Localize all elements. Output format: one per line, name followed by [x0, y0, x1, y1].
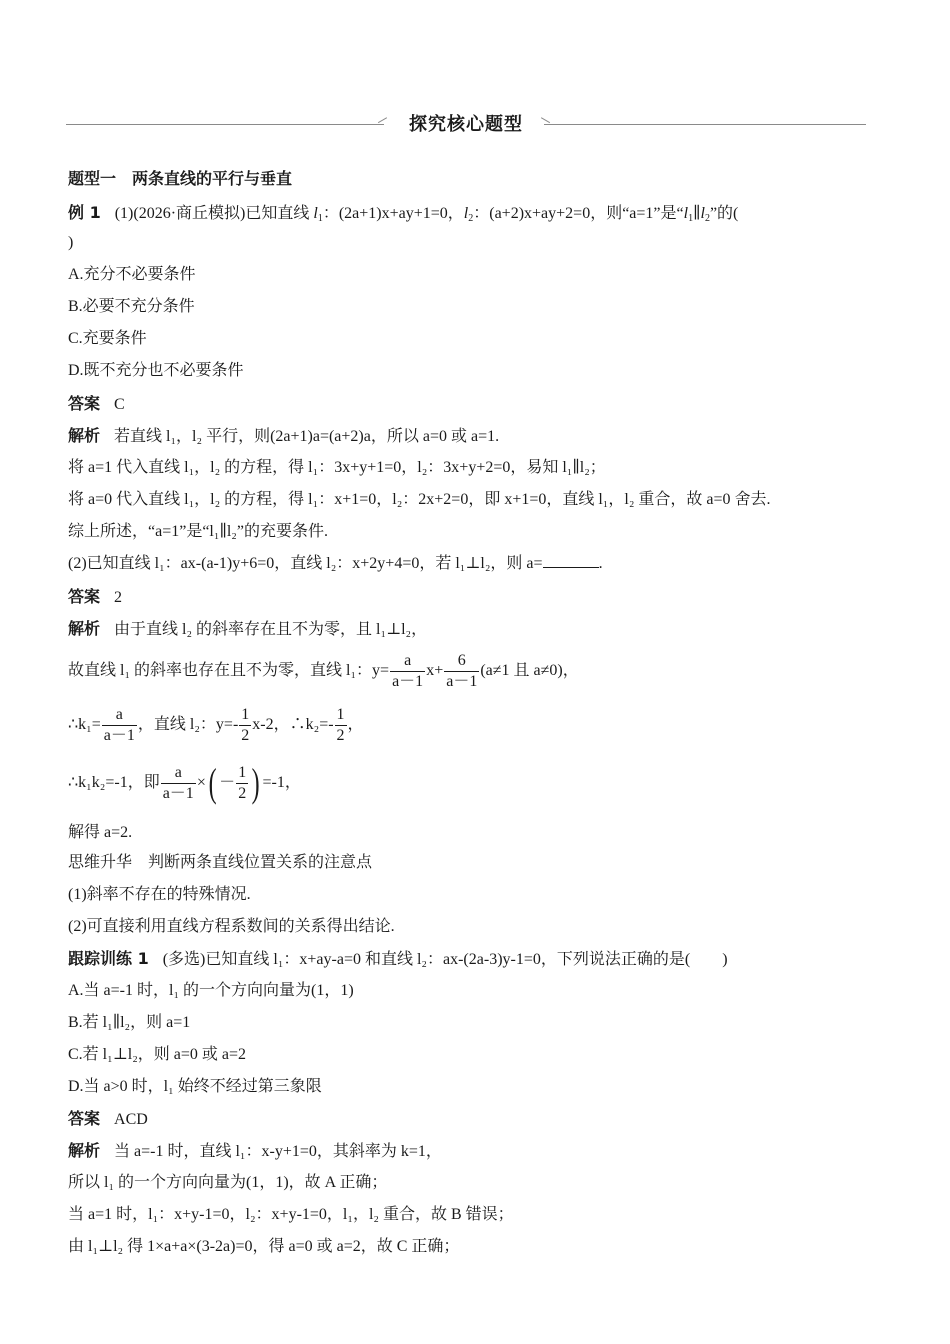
type-heading: 题型一 两条直线的平行与垂直 [68, 169, 293, 188]
thinking-title: 思维升华 判断两条直线位置关系的注意点 [68, 854, 373, 871]
fraction [102, 705, 137, 746]
formula-text: x-2，∴k₂=- [252, 716, 334, 733]
answer-label: 答案 [68, 1109, 101, 1128]
fraction [444, 651, 479, 692]
header-rule-right [544, 124, 866, 125]
analysis-line: 综上所述，“a=1”是“l₁∥l₂”的充要条件. [68, 523, 328, 540]
header-rule-tick-left [378, 117, 392, 132]
analysis-line: 当 a=-1 时，直线 l₁：x-y+1=0，其斜率为 k=1， [114, 1143, 442, 1160]
analysis-row [68, 618, 427, 641]
fraction-numerator: 1 [239, 705, 251, 726]
formula-text: ， [347, 716, 364, 733]
formula-text: × [196, 774, 206, 791]
formula-text: (a≠1 且 a≠0)， [480, 662, 579, 679]
fraction [161, 763, 196, 804]
fraction-numerator: 1 [335, 705, 347, 726]
analysis-k-line [68, 704, 364, 746]
formula-text: =-1， [262, 774, 301, 791]
part2-stem-text: (2)已知直线 l₁：ax-(a-1)y+6=0，直线 l₂：x+2y+4=0，若 l₁⊥l₂，则 a= [68, 555, 543, 572]
formula-text: ∴k₁= [68, 716, 101, 733]
option-c: C.充要条件 [68, 330, 147, 347]
option-b: B.必要不充分条件 [68, 298, 195, 315]
fraction-denominator: a－1 [392, 672, 424, 690]
answer-value: 2 [114, 589, 123, 606]
practice-stem-text: (多选)已知直线 l₁：x+ay-a=0 和直线 l₂：ax-(2a-3)y-1=0，下列说法正确的是( ) [162, 951, 728, 968]
option-d: D.既不充分也不必要条件 [68, 362, 244, 379]
example-stem-line2: ) [68, 234, 74, 251]
right-paren: ) [251, 760, 260, 806]
example-l2-equation: ：(a+2)x+ay+2=0，则“a=1”是“ [473, 205, 684, 222]
fraction-numerator: 1 [236, 763, 248, 784]
analysis-formula-line [68, 650, 579, 692]
answer-row [68, 393, 125, 416]
analysis-line: 所以 l₁ 的一个方向向量为(1，1)，故 A 正确； [68, 1174, 388, 1191]
fraction-denominator: 2 [238, 784, 247, 802]
option-a: A.当 a=-1 时，l₁ 的一个方向向量为(1，1) [68, 982, 354, 999]
analysis-line: 由 l₁⊥l₂ 得 1×a+a×(3-2a)=0，得 a=0 或 a=2，故 C 正确； [68, 1238, 460, 1255]
part2-stem-end: . [598, 555, 603, 572]
fraction-numerator: a [102, 705, 137, 726]
analysis-row [68, 1140, 442, 1163]
practice-stem [68, 948, 728, 971]
fraction-numerator: a [390, 651, 425, 672]
formula-text: ∴k₁k₂=-1，即 [68, 774, 160, 791]
header-rule-left [66, 124, 384, 125]
option-d: D.当 a>0 时，l₁ 始终不经过第三象限 [68, 1078, 322, 1095]
practice-label: 跟踪训练 1 [68, 949, 149, 968]
answer-label: 答案 [68, 587, 101, 606]
solve-line: 解得 a=2. [68, 824, 133, 841]
left-paren: ( [208, 760, 217, 806]
example-part2-stem [68, 553, 603, 575]
analysis-label: 解析 [68, 1141, 101, 1160]
example-stem-end: ”的( [709, 205, 739, 222]
analysis-line: 若直线 l₁，l₂ 平行，则(2a+1)a=(a+2)a，所以 a=0 或 a=1. [114, 428, 500, 445]
example-l1-equation: ：(2a+1)x+ay+1=0， [322, 205, 464, 222]
answer-blank [543, 553, 599, 568]
formula-text: ，直线 l₂：y=- [137, 716, 239, 733]
option-a: A.充分不必要条件 [68, 266, 196, 283]
answer-row [68, 1108, 148, 1131]
answer-value: C [114, 396, 125, 413]
fraction-denominator: 2 [241, 726, 250, 744]
analysis-line: 由于直线 l₂ 的斜率存在且不为零，且 l₁⊥l₂， [114, 621, 428, 638]
answer-row [68, 586, 122, 609]
example-stem: 例 1 (1)(2026·商丘模拟)已知直线 $l_1$：(2a+1)x+ay+1=0，$l_2$：(a+2)x+ay+2=0，则“a=1”是“$l_1\parallel l_2$”的( [68, 203, 739, 224]
analysis-row [68, 425, 499, 448]
fraction-numerator: 6 [444, 651, 479, 672]
answer-value: ACD [114, 1111, 148, 1128]
fraction [236, 763, 248, 804]
fraction [335, 705, 347, 746]
fraction [390, 651, 425, 692]
fraction [239, 705, 251, 746]
section-header [66, 108, 866, 142]
fraction-denominator: a－1 [446, 672, 478, 690]
analysis-line: 将 a=1 代入直线 l₁，l₂ 的方程，得 l₁：3x+y+1=0，l₂：3x+y+2=0，易知 l₁∥l₂； [68, 459, 606, 476]
formula-text: 故直线 l₁ 的斜率也存在且不为零，直线 l₁：y= [68, 662, 390, 679]
analysis-product-line [68, 760, 301, 806]
answer-label: 答案 [68, 394, 101, 413]
example-label: 例 1 [68, 203, 101, 222]
analysis-label: 解析 [68, 619, 101, 638]
option-b: B.若 l₁∥l₂，则 a=1 [68, 1014, 191, 1031]
thinking-point: (2)可直接利用直线方程系数间的关系得出结论. [68, 918, 395, 935]
thinking-point: (1)斜率不存在的特殊情况. [68, 886, 251, 903]
analysis-line: 当 a=1 时，l₁：x+y-1=0，l₂：x+y-1=0，l₁，l₂ 重合，故 B 错误； [68, 1206, 514, 1223]
formula-text: － [219, 774, 236, 791]
fraction-denominator: a－1 [162, 784, 194, 802]
option-c: C.若 l₁⊥l₂，则 a=0 或 a=2 [68, 1046, 247, 1063]
example-stem-text: (1)(2026·商丘模拟)已知直线 [114, 205, 314, 222]
analysis-line: 将 a=0 代入直线 l₁，l₂ 的方程，得 l₁：x+1=0，l₂：2x+2=0，即 x+1=0，直线 l₁，l₂ 重合，故 a=0 舍去. [68, 491, 771, 508]
fraction-numerator: a [161, 763, 196, 784]
analysis-label: 解析 [68, 426, 101, 445]
section-title: 探究核心题型 [409, 114, 523, 135]
formula-text: x+ [426, 662, 444, 679]
fraction-denominator: 2 [336, 726, 345, 744]
fraction-denominator: a－1 [103, 726, 135, 744]
